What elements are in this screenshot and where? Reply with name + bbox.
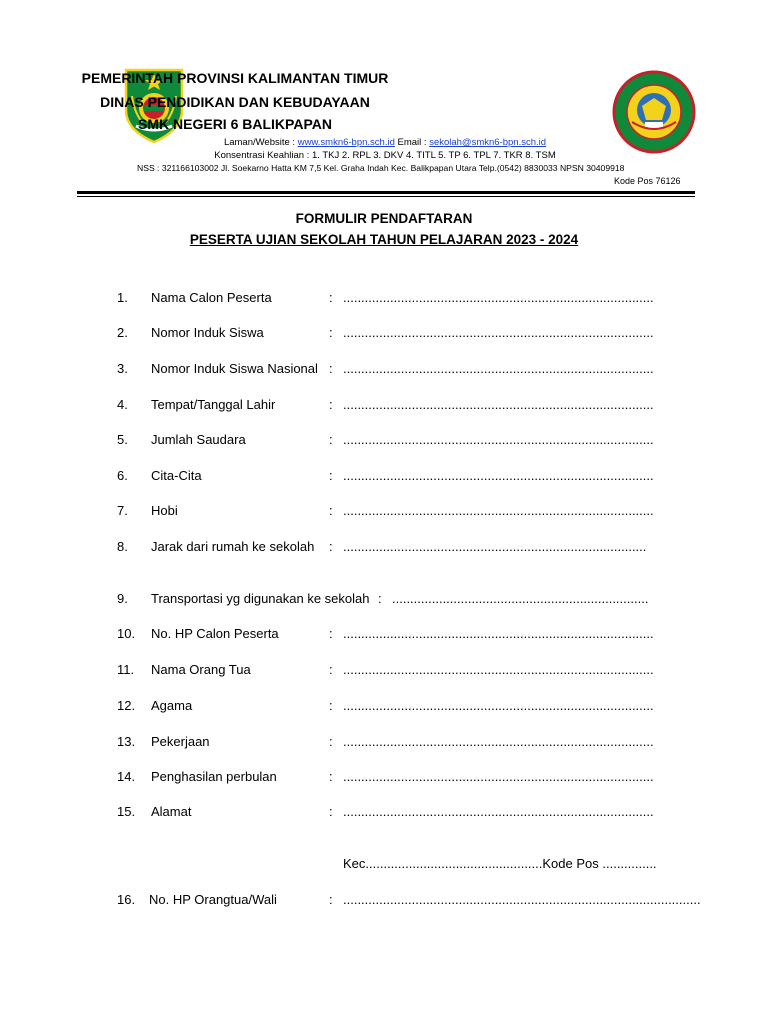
field-colon: : [378, 591, 382, 606]
field-number: 5. [117, 432, 128, 447]
field-label: Agama [151, 698, 193, 713]
field-fill-line[interactable]: ...................................................................................... [343, 432, 654, 447]
form-field-row [0, 591, 768, 611]
field-label: Alamat [151, 804, 192, 819]
field-colon: : [329, 503, 333, 518]
field-fill-line[interactable]: ...................................................................................... [343, 662, 654, 677]
header-divider-thick [77, 191, 695, 194]
form-field-row [0, 290, 768, 310]
field-fill-line[interactable]: ...................................................................................... [343, 397, 654, 412]
field-colon: : [329, 769, 333, 784]
field-colon: : [329, 468, 333, 483]
header-government-name: PEMERINTAH PROVINSI KALIMANTAN TIMUR [81, 70, 389, 86]
field-colon: : [329, 397, 333, 412]
field-label: Nomor Induk Siswa Nasional [151, 361, 318, 376]
form-field-row [0, 804, 768, 824]
field-number: 6. [117, 468, 128, 483]
field-fill-line[interactable]: ...................................................................................... [343, 804, 654, 819]
header-konsentrasi: Konsentrasi Keahlian : 1. TKJ 2. RPL 3. DKV 4. TITL 5. TP 6. TPL 7. TKR 8. TSM [214, 150, 556, 161]
field-fill-line[interactable]: ...................................................................................... [343, 626, 654, 641]
field-label: Nama Calon Peserta [151, 290, 272, 305]
field-number: 3. [117, 361, 128, 376]
field-colon: : [329, 361, 333, 376]
field-number: 8. [117, 539, 128, 554]
form-field-row [0, 325, 768, 345]
field-colon: : [329, 734, 333, 749]
header-school-name: SMK NEGERI 6 BALIKPAPAN [138, 116, 332, 132]
website-link[interactable]: www.smkn6-bpn.sch.id [297, 137, 395, 148]
field-fill-line[interactable]: .................................................................................... [343, 539, 647, 554]
field-fill-line[interactable]: ...................................................................................... [343, 290, 654, 305]
field-colon: : [329, 698, 333, 713]
form-field-row [0, 892, 768, 912]
field-colon: : [329, 804, 333, 819]
field-fill-line[interactable]: ...................................................................................... [343, 361, 654, 376]
field-fill-line[interactable]: ...................................................................................... [343, 325, 654, 340]
form-field-row [0, 662, 768, 682]
field-label: Transportasi yg digunakan ke sekolah [151, 591, 370, 606]
website-label: Laman/Website : [223, 137, 298, 148]
form-field-row [0, 626, 768, 646]
field-number: 14. [117, 769, 136, 784]
field-label: Nomor Induk Siswa [151, 325, 264, 340]
field-fill-line[interactable]: ...................................................................................... [343, 698, 654, 713]
form-field-row [0, 432, 768, 452]
field-number: 9. [117, 591, 128, 606]
field-number: 10. [117, 626, 136, 641]
field-fill-line[interactable]: ...................................................................................... [343, 468, 654, 483]
field-label: No. HP Orangtua/Wali [149, 892, 277, 907]
field-fill-line[interactable]: ...................................................................................... [343, 734, 654, 749]
header-postal-code: Kode Pos 76126 [614, 176, 681, 186]
header-address-line: NSS : 321166103002 Jl. Soekarno Hatta KM 7,5 Kel. Graha Indah Kec. Balikpapan Utara Telp.(0542) 8830033 NPSN 30409918 [137, 163, 625, 173]
header-divider-thin [77, 196, 695, 197]
form-field-row [0, 503, 768, 523]
form-subtitle-text: PESERTA UJIAN SEKOLAH TAHUN PELAJARAN 2023 - 2024 [189, 232, 579, 247]
field-label: Pekerjaan [151, 734, 210, 749]
field-label: Nama Orang Tua [151, 662, 251, 677]
field-number: 7. [117, 503, 128, 518]
form-field-row [0, 734, 768, 754]
field-number: 1. [117, 290, 128, 305]
form-field-row [0, 361, 768, 381]
field-colon: : [329, 626, 333, 641]
field-number: 2. [117, 325, 128, 340]
field-colon: : [329, 290, 333, 305]
district-postal-line[interactable]: Kec.................................................Kode Pos ............... [343, 856, 657, 871]
form-field-row [0, 539, 768, 559]
form-field-row [0, 397, 768, 417]
field-number: 13. [117, 734, 136, 749]
header-contact-line [150, 137, 620, 148]
field-label: No. HP Calon Peserta [151, 626, 279, 641]
field-number: 11. [117, 662, 135, 677]
field-fill-line[interactable]: ...................................................................................... [343, 769, 654, 784]
form-field-row [0, 769, 768, 789]
field-colon: : [329, 432, 333, 447]
email-link[interactable]: sekolah@smkn6-bpn.sch.id [429, 137, 547, 148]
header-department-name: DINAS PENDIDIKAN DAN KEBUDAYAAN [100, 94, 370, 110]
field-colon: : [329, 325, 333, 340]
field-label: Cita-Cita [151, 468, 202, 483]
form-title: FORMULIR PENDAFTARAN [295, 211, 473, 226]
field-fill-line[interactable]: ...................................................................................... [343, 503, 654, 518]
field-number: 4. [117, 397, 128, 412]
field-label: Jumlah Saudara [151, 432, 246, 447]
field-fill-line[interactable]: ....................................................................... [392, 591, 649, 606]
form-field-row [0, 698, 768, 718]
field-label: Penghasilan perbulan [151, 769, 277, 784]
field-number: 15. [117, 804, 136, 819]
email-label: Email : [394, 137, 430, 148]
form-field-row [0, 468, 768, 488]
field-number: 12. [117, 698, 136, 713]
field-label: Hobi [151, 503, 178, 518]
field-number: 16. [117, 892, 136, 907]
field-colon: : [329, 539, 333, 554]
form-subtitle [0, 232, 768, 247]
field-colon: : [329, 892, 333, 907]
field-label: Tempat/Tanggal Lahir [151, 397, 276, 412]
field-label: Jarak dari rumah ke sekolah [151, 539, 315, 554]
field-colon: : [329, 662, 333, 677]
school-emblem-logo [612, 70, 696, 154]
field-fill-line[interactable]: ................................................................................................... [343, 892, 701, 907]
